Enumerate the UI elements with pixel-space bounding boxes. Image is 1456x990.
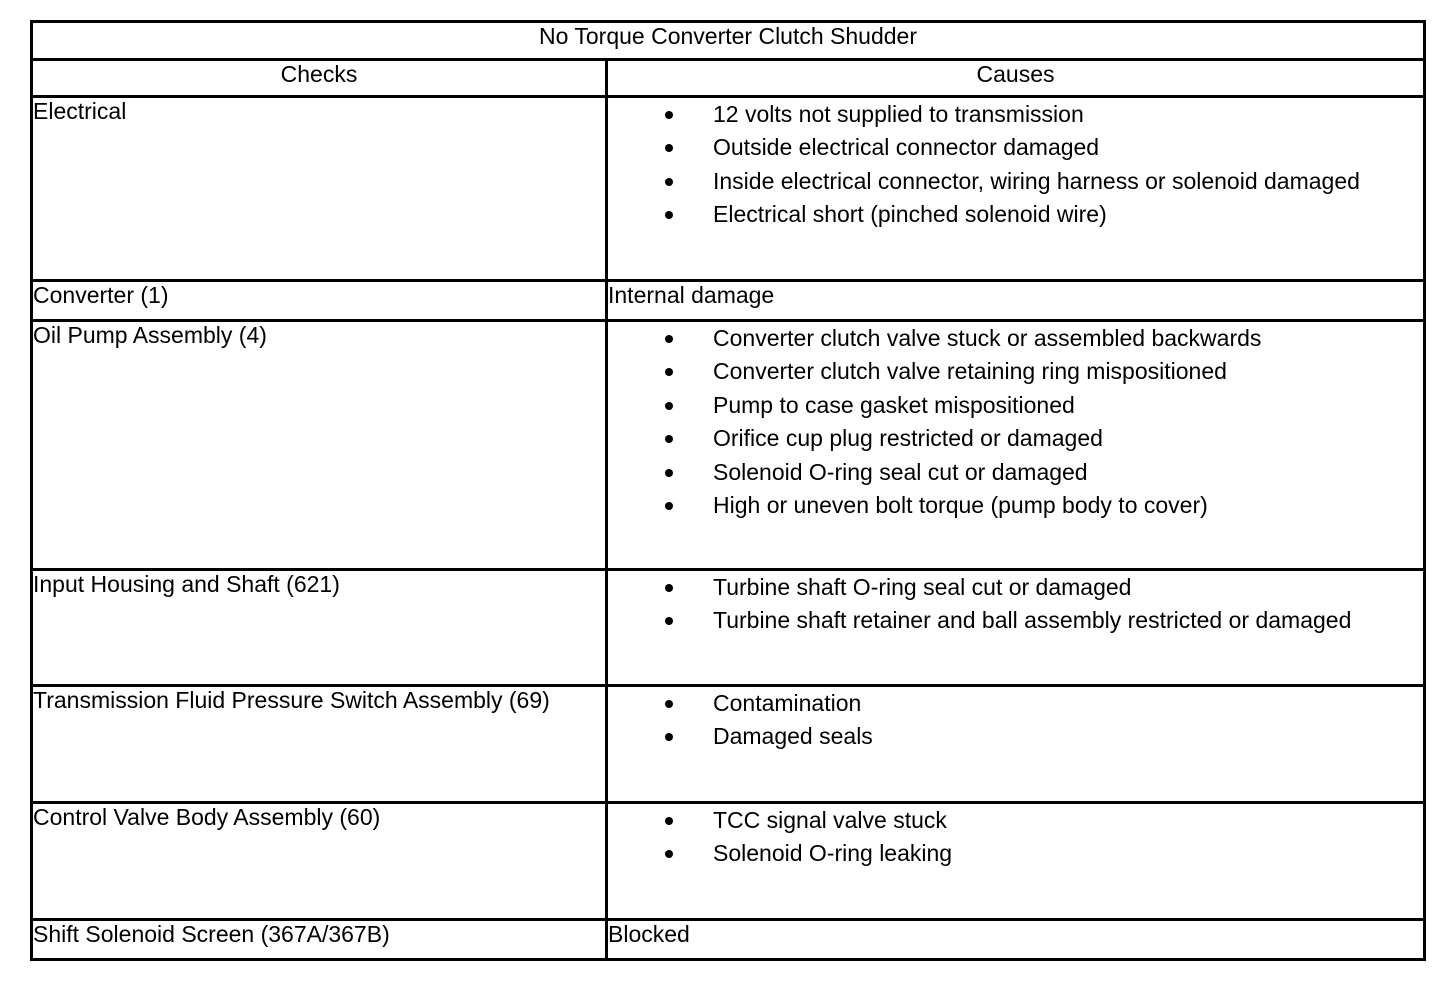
bullet-icon bbox=[665, 617, 673, 625]
causes-cell bbox=[607, 803, 1425, 920]
list-item: Solenoid O-ring leaking bbox=[608, 837, 1423, 870]
bullet-icon bbox=[665, 700, 673, 708]
list-item: High or uneven bolt torque (pump body to cover) bbox=[608, 489, 1423, 522]
causes-cell bbox=[607, 570, 1425, 686]
check-cell: Input Housing and Shaft (621) bbox=[32, 570, 607, 686]
check-cell: Oil Pump Assembly (4) bbox=[32, 321, 607, 570]
bullet-icon bbox=[665, 144, 673, 152]
bullet-icon bbox=[665, 435, 673, 443]
title-row bbox=[32, 22, 1425, 60]
causes-list bbox=[608, 687, 1423, 754]
bullet-icon bbox=[665, 502, 673, 510]
bullet-icon bbox=[665, 850, 673, 858]
list-item: Turbine shaft O-ring seal cut or damaged bbox=[608, 571, 1423, 604]
list-item: Electrical short (pinched solenoid wire) bbox=[608, 198, 1423, 231]
bullet-icon bbox=[665, 335, 673, 343]
cause-text-cell: Internal damage bbox=[607, 281, 1425, 321]
cause-text-cell: Blocked bbox=[607, 920, 1425, 960]
list-item: Converter clutch valve retaining ring mispositioned bbox=[608, 355, 1423, 388]
list-item: Solenoid O-ring seal cut or damaged bbox=[608, 456, 1423, 489]
causes-list bbox=[608, 571, 1423, 638]
causes-list bbox=[608, 804, 1423, 871]
check-cell: Electrical bbox=[32, 97, 607, 281]
bullet-icon bbox=[665, 211, 673, 219]
check-cell: Shift Solenoid Screen (367A/367B) bbox=[32, 920, 607, 960]
table-row bbox=[32, 686, 1425, 803]
list-item: Inside electrical connector, wiring harness or solenoid damaged bbox=[608, 165, 1423, 198]
list-item: Converter clutch valve stuck or assembled backwards bbox=[608, 322, 1423, 355]
bullet-icon bbox=[665, 733, 673, 741]
list-item: TCC signal valve stuck bbox=[608, 804, 1423, 837]
list-item: Turbine shaft retainer and ball assembly restricted or damaged bbox=[608, 604, 1423, 637]
check-cell: Control Valve Body Assembly (60) bbox=[32, 803, 607, 920]
table-row bbox=[32, 803, 1425, 920]
table-row bbox=[32, 920, 1425, 960]
bullet-icon bbox=[665, 469, 673, 477]
causes-list bbox=[608, 98, 1423, 232]
check-cell: Transmission Fluid Pressure Switch Assembly (69) bbox=[32, 686, 607, 803]
table-title: No Torque Converter Clutch Shudder bbox=[32, 22, 1425, 60]
list-item: Contamination bbox=[608, 687, 1423, 720]
causes-cell bbox=[607, 321, 1425, 570]
causes-list bbox=[608, 322, 1423, 522]
table-row bbox=[32, 321, 1425, 570]
table-row bbox=[32, 570, 1425, 686]
diagnosis-table bbox=[30, 20, 1426, 961]
list-item: 12 volts not supplied to transmission bbox=[608, 98, 1423, 131]
list-item: Damaged seals bbox=[608, 720, 1423, 753]
list-item: Outside electrical connector damaged bbox=[608, 131, 1423, 164]
bullet-icon bbox=[665, 817, 673, 825]
header-row bbox=[32, 60, 1425, 97]
causes-cell bbox=[607, 97, 1425, 281]
list-item: Orifice cup plug restricted or damaged bbox=[608, 422, 1423, 455]
check-cell: Converter (1) bbox=[32, 281, 607, 321]
header-causes: Causes bbox=[607, 60, 1425, 97]
table-row bbox=[32, 97, 1425, 281]
bullet-icon bbox=[665, 584, 673, 592]
bullet-icon bbox=[665, 368, 673, 376]
bullet-icon bbox=[665, 402, 673, 410]
causes-cell bbox=[607, 686, 1425, 803]
list-item: Pump to case gasket mispositioned bbox=[608, 389, 1423, 422]
table-row bbox=[32, 281, 1425, 321]
header-checks: Checks bbox=[32, 60, 607, 97]
bullet-icon bbox=[665, 178, 673, 186]
bullet-icon bbox=[665, 111, 673, 119]
